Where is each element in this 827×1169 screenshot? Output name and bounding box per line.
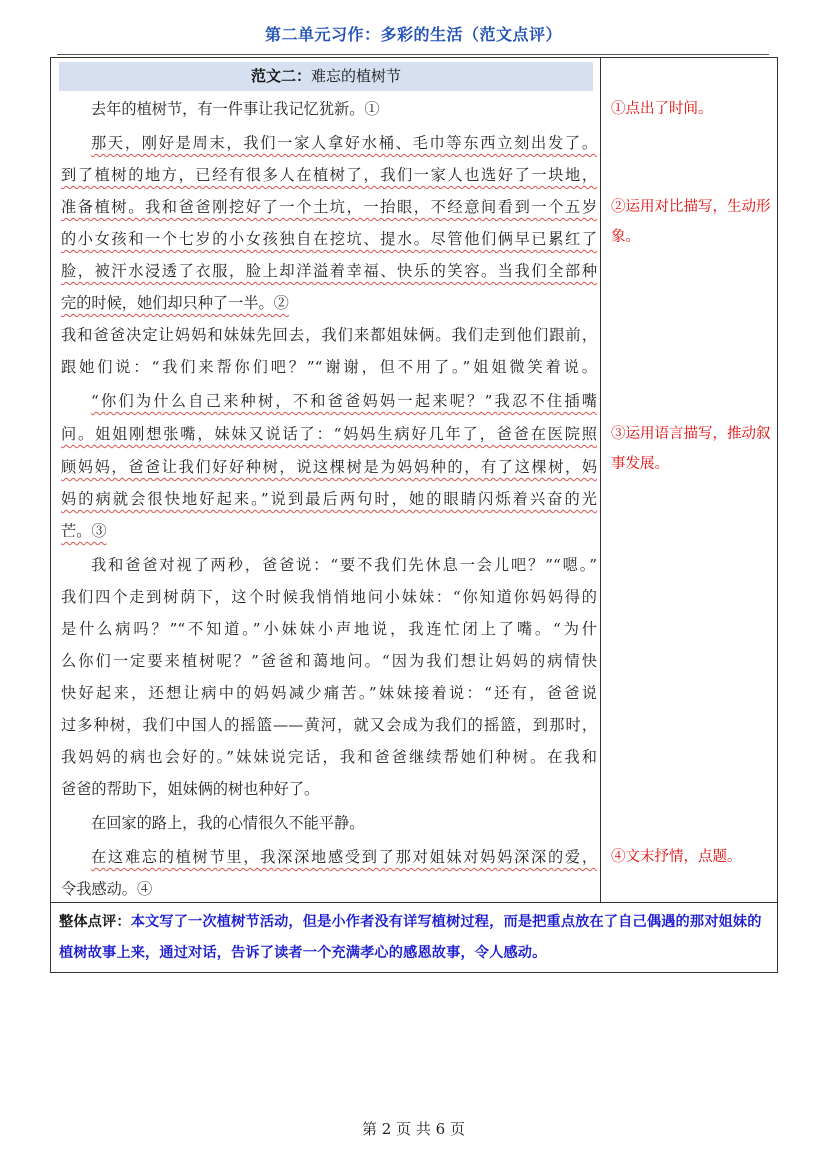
essay-line: 我们四个走到树荫下，这个时候我悄悄地问小妹妹：“你知道你妈妈得的 [61,588,597,606]
review-table [50,57,778,973]
essay-line: 令我感动。④ [61,880,153,898]
essay-line: 芒。③ [61,522,107,540]
essay-line: 的小女孩和一个七岁的小女孩独自在挖坑、提水。尽管他们俩早已累红了 [61,230,597,248]
header-divider [57,54,769,55]
essay-line: 么你们一定要来植树呢？”爸爸和蔼地问。“因为我们想让妈妈的病情快 [61,652,597,670]
essay-line: 是什么病吗？”“不知道。”小妹妹小声地说，我连忙闭上了嘴。“为什 [61,620,597,638]
essay-line: 准备植树。我和爸爸刚挖好了一个土坑，一抬眼，不经意间看到一个五岁 [61,198,597,216]
essay-label: 范文二： [250,67,311,85]
annotation-note: ①点出了时间。 [611,101,713,117]
annotation-note: ④文末抒情，点题。 [611,849,742,865]
summary-text: 本文写了一次植树节活动，但是小作者没有详写植树过程，而是把重点放在了自己偶遇的那对姐妹的植树故事上来，通过对话，告诉了读者一个充满孝心的感恩故事，令人感动。 [59,914,762,961]
essay-line: 跟她们说：“我们来帮你们吧？”“谢谢，但不用了。”姐姐微笑着说。 [61,358,597,376]
page-number: 第 2 页 共 6 页 [362,1120,465,1138]
essay-line: 在这难忘的植树节里，我深深地感受到了那对姐妹对妈妈深深的爱， [91,848,597,866]
page-title: 第二单元习作：多彩的生活（范文点评） [264,25,562,44]
summary-label: 整体点评： [59,914,131,930]
essay-line: 我妈妈的病也会好的。”妹妹说完话，我和爸爸继续帮她们种树。在我和 [61,748,597,766]
essay-title: 难忘的植树节 [311,67,402,85]
essay-cell [51,58,601,902]
essay-line: 过多种树，我们中国人的摇篮——黄河，就又会成为我们的摇篮，到那时， [61,716,597,734]
summary-cell [51,902,777,972]
essay-line: 那天，刚好是周末，我们一家人拿好水桶、毛巾等东西立刻出发了。 [91,134,597,152]
essay-line: 我和爸爸决定让妈妈和妹妹先回去，我们来都姐妹俩。我们走到他们跟前， [61,326,597,344]
essay-line: 去年的植树节，有一件事让我记忆犹新。① [91,100,380,118]
essay-line: 快好起来，还想让病中的妈妈减少痛苦。”妹妹接着说：“还有，爸爸说 [61,684,597,702]
summary-paragraph [59,907,769,969]
essay-line: 到了植树的地方，已经有很多人在植树了，我们一家人也选好了一块地， [61,166,597,184]
essay-title-bar [59,62,593,91]
essay-line: “你们为什么自己来种树，不和爸爸妈妈一起来呢？”我忍不住插嘴 [91,392,597,410]
essay-line: 妈的病就会很快地好起来。”说到最后两句时，她的眼睛闪烁着兴奋的光 [61,490,597,508]
essay-line: 问。姐姐刚想张嘴，妹妹又说话了：“妈妈生病好几年了，爸爸在医院照 [61,425,597,443]
essay-line: 顾妈妈，爸爸让我们好好种树，说这棵树是为妈妈种的，有了这棵树，妈 [61,458,597,476]
annotation-note: ②运用对比描写，生动形象。 [611,199,771,245]
essay-line: 完的时候，她们却只种了一半。② [61,294,289,312]
annotation-note: ③运用语言描写，推动叙事发展。 [611,426,771,472]
notes-cell [601,58,777,902]
essay-line: 脸，被汗水浸透了衣服，脸上却洋溢着幸福、快乐的笑容。当我们全部种 [61,262,597,280]
essay-line: 爸爸的帮助下，姐妹俩的树也种好了。 [61,780,320,798]
essay-line: 我和爸爸对视了两秒，爸爸说：“要不我们先休息一会儿吧？”“嗯。” [91,556,597,574]
essay-line: 在回家的路上，我的心情很久不能平静。 [91,814,365,832]
